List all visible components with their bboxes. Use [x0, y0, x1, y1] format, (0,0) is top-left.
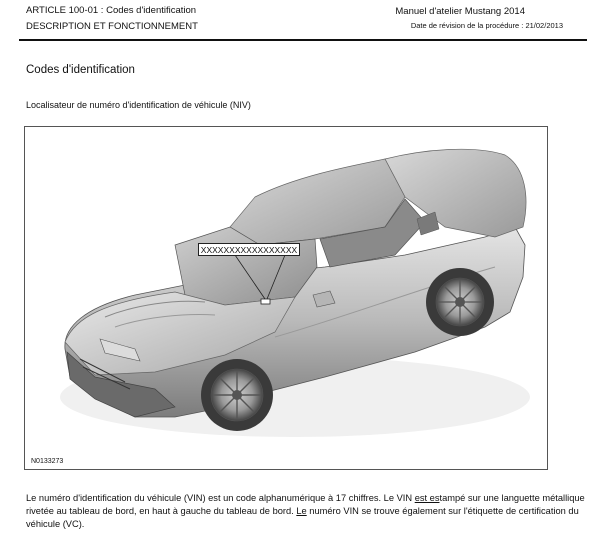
vin-locator-figure	[24, 126, 548, 470]
body-text-part-2: tampé sur une languette métallique rivetée au tableau de bord, en haut à gauche du tableau de bord.	[26, 493, 585, 516]
header-right	[395, 5, 563, 33]
manual-title: Manuel d'atelier Mustang 2014	[395, 6, 525, 17]
article-title: ARTICLE 100-01 : Codes d'identification	[26, 5, 197, 16]
figure-caption: Localisateur de numéro d'identification de véhicule (NIV)	[26, 100, 251, 110]
figure-id: N0133273	[31, 458, 64, 465]
body-text-part-1: Le numéro d'identification du véhicule (VIN) est un code alphanumérique à 17 chiffres. Le VIN	[26, 493, 415, 503]
vin-callout-label: XXXXXXXXXXXXXXXXX	[198, 243, 300, 256]
car-illustration	[25, 127, 547, 469]
body-text-part-3: numéro VIN se trouve également sur l'étiquette de certification du véhicule (VC).	[26, 505, 579, 529]
body-text-underlined-est: est es	[414, 493, 440, 503]
article-subtitle: DESCRIPTION ET FONCTIONNEMENT	[26, 21, 198, 32]
revision-date: Date de révision de la procédure : 21/02/2013	[410, 21, 563, 30]
header-left	[26, 3, 198, 35]
body-paragraph	[26, 492, 586, 530]
header-divider	[19, 39, 587, 41]
body-text-underlined-le: Le	[296, 505, 307, 516]
section-title: Codes d'identification	[26, 64, 135, 76]
